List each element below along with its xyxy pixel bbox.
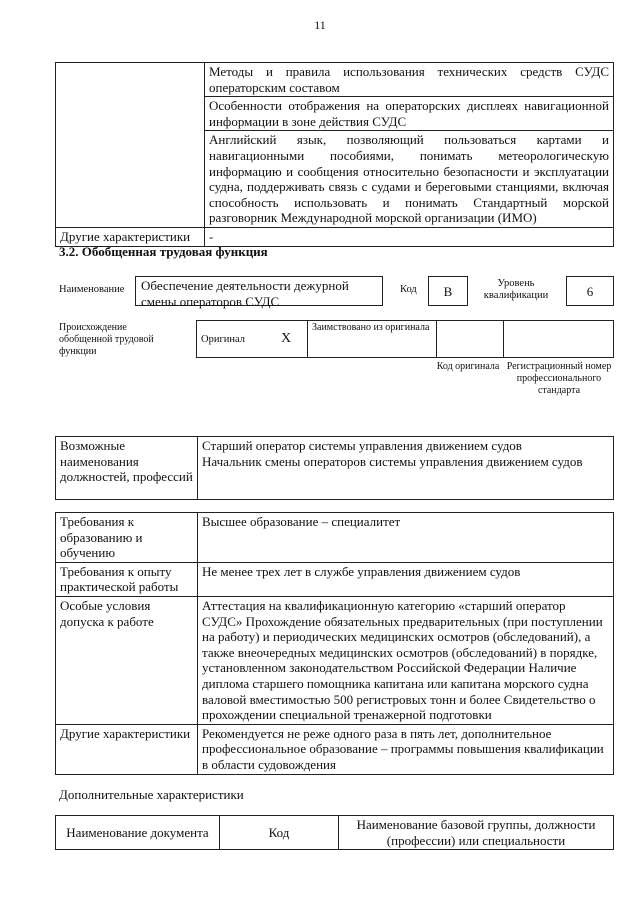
req-education-label: Требования к образованию и обучению [60, 514, 143, 561]
req-experience-value: Не менее трех лет в службе управления движением судов [202, 563, 521, 579]
knowledge-text-1: Методы и правила использования технических средств СУДС операторским составом [209, 64, 609, 95]
function-name-box [135, 276, 383, 309]
knowledge-row-1 [205, 63, 614, 97]
req-education-label-cell [56, 513, 198, 563]
req-other-label-cell [56, 724, 198, 774]
borrowed-label: Заимствовано из оригинала [312, 322, 430, 333]
requirements-table [55, 512, 614, 775]
origin-label: Происхождение обобщенной трудовой функции [59, 322, 154, 357]
original-cell [197, 321, 266, 358]
function-code-box [428, 276, 468, 306]
name-label: Наименование [59, 284, 125, 295]
knowledge-text-2: Особенности отображения на операторских дисплеях навигационной информации в зоне действия СУДС [209, 98, 609, 129]
knowledge-row-2 [205, 97, 614, 131]
req-admission-value-cell [198, 596, 614, 724]
req-admission-value: Аттестация на квалификационную категорию «старший оператор СУДС» Прохождение обязательных предварительных (при поступлении на работу) и периодических медицинских осмотров (обследований), а также внеочередных медицинских осмотров (обследований) в порядке, установленном законодательством Российской Федерации Наличие диплома старшего помощника капитана или капитана морского судна валовой вместимостью 500 регистровых тонн и более Свидетельство о прохождении специальной тренажерной подготовки [202, 597, 603, 723]
add-header-code-text: Код [268, 824, 290, 840]
knowledge-text-3: Английский язык, позволяющий пользоваться картами и навигационными пособиями, понимать метеорологическую информацию и сообщения относительно безопасности и эксплуатации судна, поддерживать связь с судами и береговыми станциями, включая способность использовать и понимать Стандартный морской разговорник Международной морской организации (ИМО) [209, 132, 609, 226]
add-header-group [339, 816, 614, 850]
code-caption: Код оригинала [436, 361, 500, 372]
level-label: Уровень квалификации [483, 278, 549, 301]
req-other-label: Другие характеристики [60, 725, 191, 741]
function-name-value: Обеспечение деятельности дежурной смены операторов СУДС [141, 278, 349, 309]
original-mark: X [280, 331, 292, 346]
empty-cell [56, 63, 205, 228]
additional-title: Дополнительные характеристики [59, 787, 244, 802]
page-number: 11 [314, 18, 326, 32]
req-education-value: Высшее образование – специалитет [202, 514, 401, 529]
req-admission-label: Особые условия допуска к работе [60, 597, 154, 629]
borrowed-cell [308, 321, 437, 358]
req-experience-label-cell [56, 562, 198, 596]
position-1: Старший оператор системы управления движением судов [202, 438, 522, 453]
req-experience-value-cell [198, 562, 614, 596]
add-header-code [220, 816, 339, 850]
req-other-value-cell [198, 724, 614, 774]
positions-values-cell [198, 437, 614, 500]
req-education-value-cell [198, 513, 614, 563]
function-level-box [566, 276, 614, 306]
additional-table [55, 815, 614, 850]
other-label: Другие характеристики [60, 228, 191, 244]
add-header-doc [56, 816, 220, 850]
origin-table [196, 320, 614, 358]
positions-table [55, 436, 614, 500]
function-level-value: 6 [586, 284, 594, 299]
other-value: - [209, 228, 214, 244]
add-header-group-text: Наименование базовой группы, должности (профессии) или специальности [356, 817, 596, 848]
add-header-doc-text: Наименование документа [66, 824, 209, 840]
borrowed-code-cell [437, 321, 504, 358]
positions-label: Возможные наименования должностей, профессий [60, 438, 193, 485]
positions-label-cell [56, 437, 198, 500]
code-label: Код [400, 284, 417, 295]
req-other-value: Рекомендуется не реже одного раза в пять лет, дополнительное профессиональное образование – программы повышения квалификации в области судовождения [202, 725, 604, 772]
original-label: Оригинал [201, 333, 245, 345]
reg-caption: Регистрационный номер профессионального стандарта [506, 361, 612, 396]
position-2: Начальник смены операторов системы управления движением судов [202, 453, 583, 469]
borrowed-reg-cell [504, 321, 614, 358]
section-title: 3.2. Обобщенная трудовая функция [59, 244, 268, 259]
req-admission-label-cell [56, 596, 198, 724]
top-table [55, 62, 614, 247]
function-code-value: B [443, 284, 453, 299]
knowledge-row-3 [205, 131, 614, 228]
original-mark-cell [265, 321, 308, 358]
req-experience-label: Требования к опыту практической работы [60, 563, 179, 595]
